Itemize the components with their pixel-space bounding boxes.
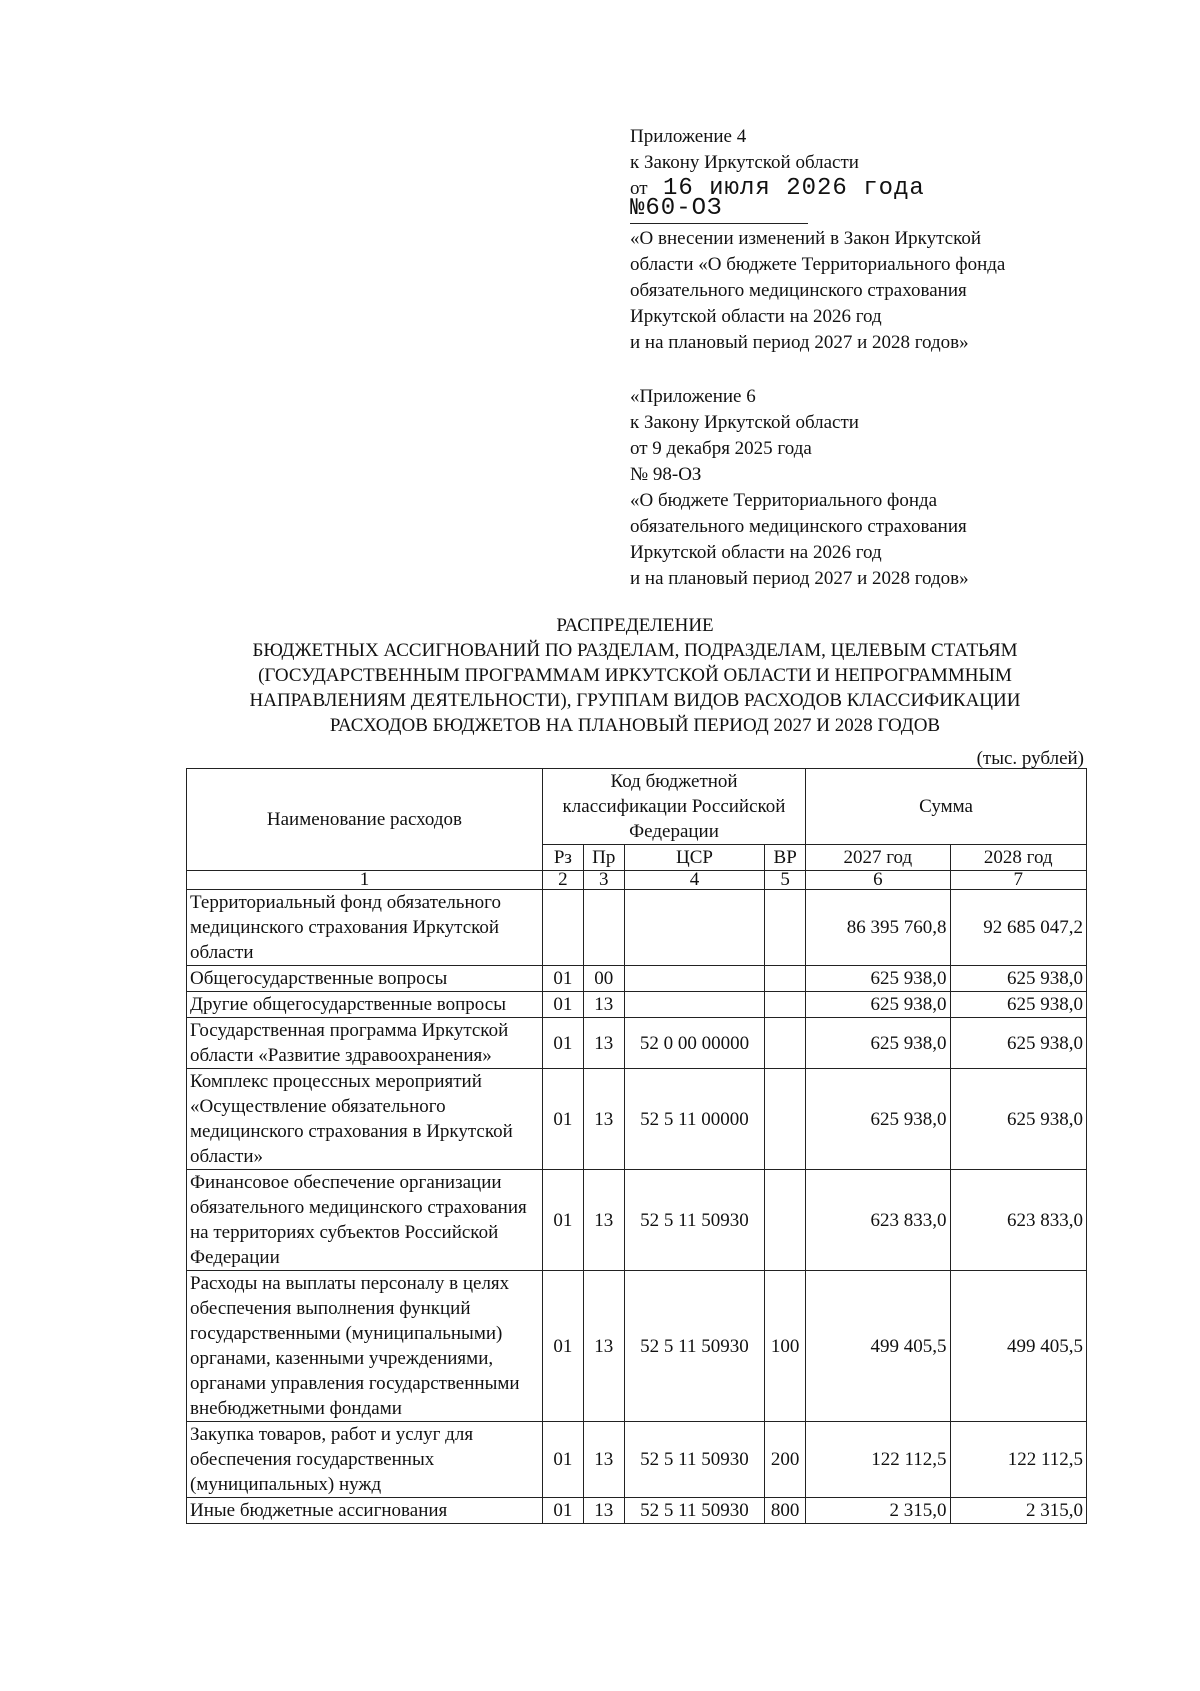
- amendment-title: [630, 226, 1005, 356]
- appendix-header: [630, 124, 925, 230]
- cell-rz: 01: [542, 1498, 583, 1524]
- cell-pr: 13: [583, 992, 624, 1018]
- cell-csr: 52 5 11 00000: [624, 1069, 764, 1170]
- col-number: 2: [542, 871, 583, 890]
- header-vr: ВР: [765, 845, 806, 871]
- amendment-line: Иркутской области на 2026 год: [630, 306, 882, 327]
- header-sum-group: Сумма: [806, 769, 1087, 845]
- cell-name: Территориальный фонд обязательного медицинского страхования Иркутской области: [187, 890, 543, 966]
- col-number: 5: [765, 871, 806, 890]
- original-reference-line: обязательного медицинского страхования: [630, 516, 967, 537]
- cell-2027: 122 112,5: [806, 1422, 950, 1498]
- header-code-group: Код бюджетной классификации Российской Федерации: [542, 769, 805, 845]
- amendment-line: «О внесении изменений в Закон Иркутской: [630, 228, 982, 249]
- cell-csr: [624, 992, 764, 1018]
- budget-table: [186, 768, 1087, 1524]
- amendment-line: области «О бюджете Территориального фонда: [630, 254, 1006, 275]
- cell-rz: 01: [542, 992, 583, 1018]
- cell-vr: [765, 992, 806, 1018]
- cell-2027: 2 315,0: [806, 1498, 950, 1524]
- cell-csr: 52 5 11 50930: [624, 1271, 764, 1422]
- cell-pr: 13: [583, 1271, 624, 1422]
- cell-name: Расходы на выплаты персоналу в целях обеспечения выполнения функций государственными (муниципальными) органами, казенными учреждениями, органами управления государственными внебюджетными фондами: [187, 1271, 543, 1422]
- cell-name: Иные бюджетные ассигнования: [187, 1498, 543, 1524]
- cell-rz: 01: [542, 1271, 583, 1422]
- cell-name: Государственная программа Иркутской области «Развитие здравоохранения»: [187, 1018, 543, 1069]
- cell-2027: 499 405,5: [806, 1271, 950, 1422]
- column-number-row: [187, 871, 1087, 890]
- cell-pr: 13: [583, 1498, 624, 1524]
- header-2028: 2028 год: [950, 845, 1087, 871]
- original-reference-line: и на плановый период 2027 и 2028 годов»: [630, 568, 969, 589]
- cell-2028: 499 405,5: [950, 1271, 1087, 1422]
- table-body: [187, 890, 1087, 1524]
- table-row: [187, 992, 1087, 1018]
- cell-vr: [765, 966, 806, 992]
- table-row: [187, 1498, 1087, 1524]
- cell-pr: 13: [583, 1170, 624, 1271]
- cell-2028: 122 112,5: [950, 1422, 1087, 1498]
- cell-name: Финансовое обеспечение организации обязательного медицинского страхования на территориях субъектов Российской Федерации: [187, 1170, 543, 1271]
- cell-rz: 01: [542, 1422, 583, 1498]
- cell-pr: [583, 890, 624, 966]
- date-stamp: 16 июля 2026 года: [662, 175, 925, 202]
- cell-name: Комплекс процессных мероприятий «Осуществление обязательного медицинского страхования в Иркутской области»: [187, 1069, 543, 1170]
- cell-rz: 01: [542, 1069, 583, 1170]
- cell-rz: 01: [542, 1170, 583, 1271]
- table-row: [187, 1170, 1087, 1271]
- amendment-line: обязательного медицинского страхования: [630, 280, 967, 301]
- col-number: 3: [583, 871, 624, 890]
- from-prefix: от: [630, 178, 648, 199]
- number-stamp: №60-ОЗ: [630, 195, 723, 222]
- table-row: [187, 1422, 1087, 1498]
- col-number: 6: [806, 871, 950, 890]
- cell-vr: 800: [765, 1498, 806, 1524]
- table-row: [187, 966, 1087, 992]
- cell-csr: 52 5 11 50930: [624, 1498, 764, 1524]
- cell-csr: 52 5 11 50930: [624, 1422, 764, 1498]
- cell-2028: 625 938,0: [950, 1069, 1087, 1170]
- cell-name: Закупка товаров, работ и услуг для обеспечения государственных (муниципальных) нужд: [187, 1422, 543, 1498]
- to-law-line: к Закону Иркутской области: [630, 152, 859, 173]
- col-number: 7: [950, 871, 1087, 890]
- amendment-line: и на плановый период 2027 и 2028 годов»: [630, 332, 969, 353]
- cell-2027: 625 938,0: [806, 1069, 950, 1170]
- title-line: РАСХОДОВ БЮДЖЕТОВ НА ПЛАНОВЫЙ ПЕРИОД 2027 И 2028 ГОДОВ: [329, 715, 941, 736]
- cell-vr: [765, 1069, 806, 1170]
- document-title: [180, 613, 1090, 738]
- cell-csr: [624, 966, 764, 992]
- cell-2027: 625 938,0: [806, 966, 950, 992]
- table-row: [187, 890, 1087, 966]
- cell-2027: 86 395 760,8: [806, 890, 950, 966]
- original-appendix-reference: [630, 384, 969, 592]
- cell-2027: 625 938,0: [806, 992, 950, 1018]
- col-number: 1: [187, 871, 543, 890]
- cell-2028: 625 938,0: [950, 966, 1087, 992]
- header-csr: ЦСР: [624, 845, 764, 871]
- table-header-row: [187, 769, 1087, 845]
- col-number: 4: [624, 871, 764, 890]
- cell-2028: 625 938,0: [950, 992, 1087, 1018]
- cell-pr: 13: [583, 1422, 624, 1498]
- cell-rz: 01: [542, 966, 583, 992]
- units-label: (тыс. рублей): [976, 748, 1084, 769]
- cell-csr: [624, 890, 764, 966]
- cell-pr: 00: [583, 966, 624, 992]
- cell-2028: 92 685 047,2: [950, 890, 1087, 966]
- table-row: [187, 1018, 1087, 1069]
- appendix-number: Приложение 4: [630, 126, 747, 147]
- original-reference-line: «Приложение 6: [630, 386, 756, 407]
- cell-rz: [542, 890, 583, 966]
- cell-vr: [765, 1018, 806, 1069]
- cell-rz: 01: [542, 1018, 583, 1069]
- header-2027: 2027 год: [806, 845, 950, 871]
- original-reference-line: от 9 декабря 2025 года: [630, 438, 812, 459]
- header-pr: Пр: [583, 845, 624, 871]
- cell-csr: 52 0 00 00000: [624, 1018, 764, 1069]
- original-reference-line: Иркутской области на 2026 год: [630, 542, 882, 563]
- table-row: [187, 1069, 1087, 1170]
- cell-name: Общегосударственные вопросы: [187, 966, 543, 992]
- cell-vr: [765, 1170, 806, 1271]
- cell-2028: 623 833,0: [950, 1170, 1087, 1271]
- cell-vr: [765, 890, 806, 966]
- table-row: [187, 1271, 1087, 1422]
- title-line: НАПРАВЛЕНИЯМ ДЕЯТЕЛЬНОСТИ), ГРУППАМ ВИДОВ РАСХОДОВ КЛАССИФИКАЦИИ: [249, 690, 1021, 711]
- title-line: БЮДЖЕТНЫХ АССИГНОВАНИЙ ПО РАЗДЕЛАМ, ПОДРАЗДЕЛАМ, ЦЕЛЕВЫМ СТАТЬЯМ: [252, 640, 1018, 661]
- cell-vr: 100: [765, 1271, 806, 1422]
- cell-pr: 13: [583, 1069, 624, 1170]
- original-reference-line: «О бюджете Территориального фонда: [630, 490, 938, 511]
- header-name: Наименование расходов: [187, 769, 543, 871]
- cell-2027: 623 833,0: [806, 1170, 950, 1271]
- cell-2028: 625 938,0: [950, 1018, 1087, 1069]
- cell-name: Другие общегосударственные вопросы: [187, 992, 543, 1018]
- cell-csr: 52 5 11 50930: [624, 1170, 764, 1271]
- title-line: РАСПРЕДЕЛЕНИЕ: [556, 615, 714, 636]
- cell-2027: 625 938,0: [806, 1018, 950, 1069]
- original-reference-line: к Закону Иркутской области: [630, 412, 859, 433]
- cell-vr: 200: [765, 1422, 806, 1498]
- original-reference-line: № 98-ОЗ: [630, 464, 702, 485]
- header-rz: Рз: [542, 845, 583, 871]
- cell-pr: 13: [583, 1018, 624, 1069]
- title-line: (ГОСУДАРСТВЕННЫМ ПРОГРАММАМ ИРКУТСКОЙ ОБЛАСТИ И НЕПРОГРАММНЫМ: [258, 665, 1012, 686]
- cell-2028: 2 315,0: [950, 1498, 1087, 1524]
